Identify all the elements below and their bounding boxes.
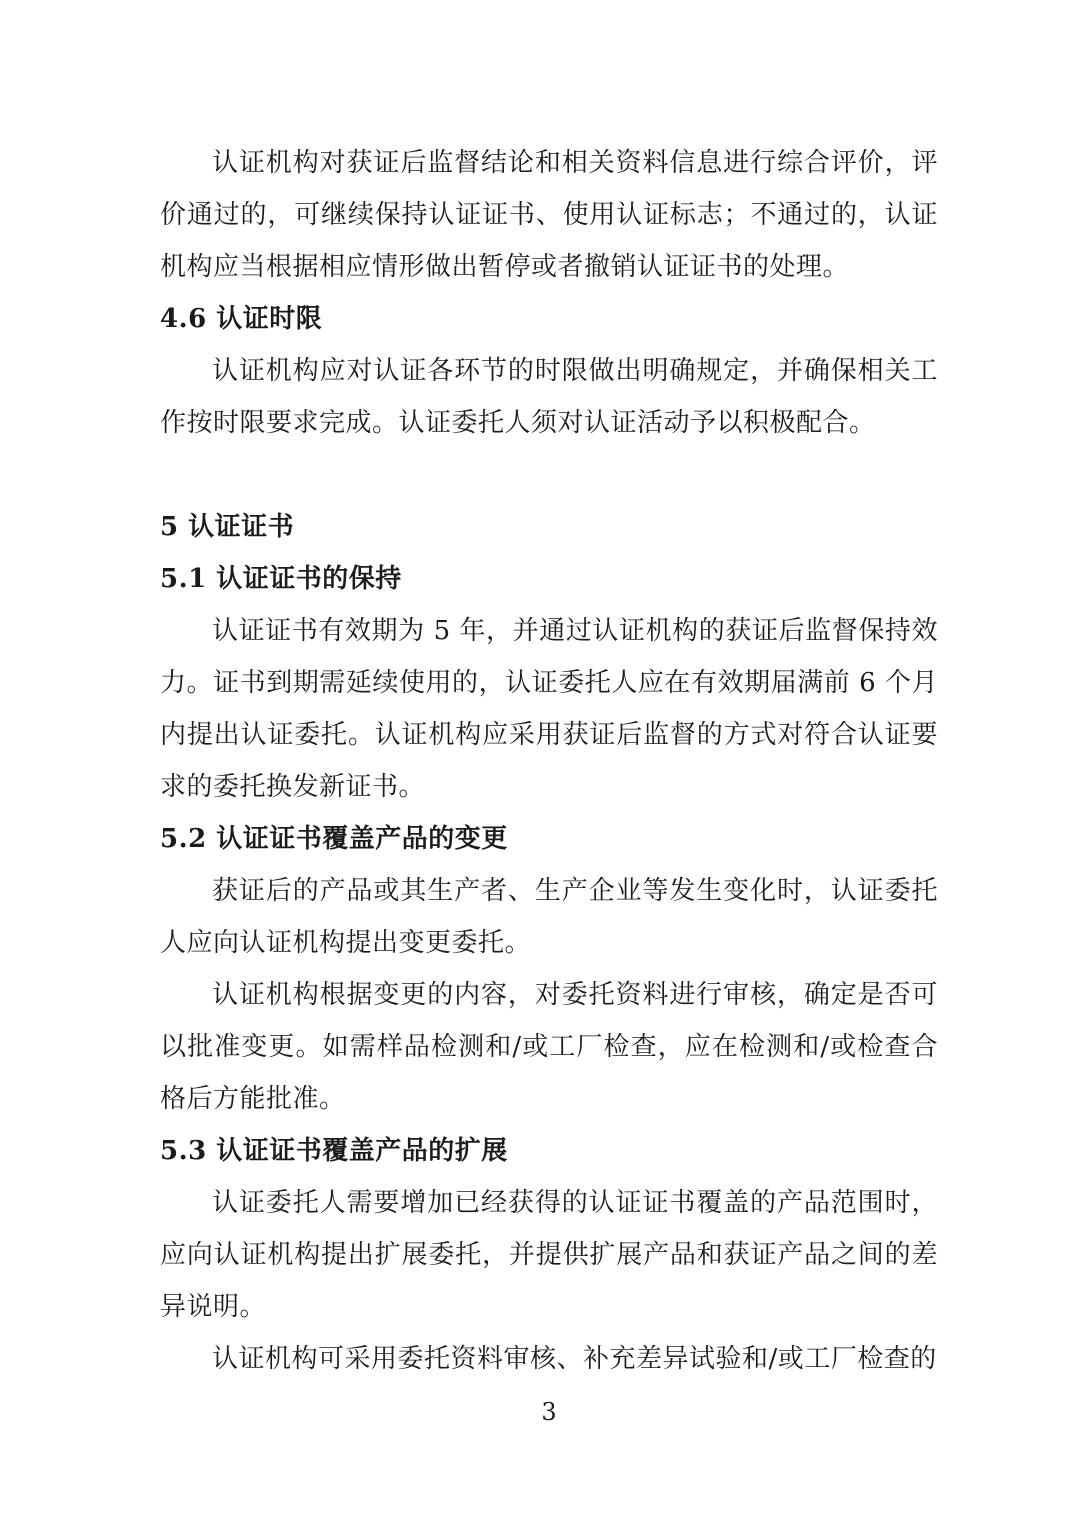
page-number: 3 (541, 1398, 557, 1426)
paragraph-extension-method: 认证机构可采用委托资料审核、补充差异试验和/或工厂检查的 (212, 1344, 937, 1374)
heading-5-1-certificate-maintenance: 5.1 认证证书的保持 (160, 564, 402, 594)
heading-5-certification-certificate: 5 认证证书 (160, 512, 295, 542)
paragraph-certificate-validity: 认证证书有效期为 5 年，并通过认证机构的获证后监督保持效力。证书到期需延续使用的，认证委托人应在有效期届满前 6 个月内提出认证委托。认证机构应采用获证后监督的方式对符合认证要求的委托换发新证书。 (160, 616, 938, 802)
paragraph-post-supervision-evaluation: 认证机构对获证后监督结论和相关资料信息进行综合评价，评价通过的，可继续保持认证证书、使用认证标志；不通过的，认证机构应当根据相应情形做出暂停或者撤销认证证书的处理。 (160, 148, 938, 282)
paragraph-extension-request: 认证委托人需要增加已经获得的认证证书覆盖的产品范围时，应向认证机构提出扩展委托，并提供扩展产品和获证产品之间的差异说明。 (160, 1188, 938, 1322)
heading-5-3-certificate-product-extension: 5.3 认证证书覆盖产品的扩展 (160, 1136, 508, 1166)
paragraph-change-review: 认证机构根据变更的内容，对委托资料进行审核，确定是否可以批准变更。如需样品检测和/或工厂检查，应在检测和/或检查合格后方能批准。 (160, 980, 938, 1114)
paragraph-certification-time-limit: 认证机构应对认证各环节的时限做出明确规定，并确保相关工作按时限要求完成。认证委托人须对认证活动予以积极配合。 (160, 356, 938, 438)
heading-4-6-certification-time-limit: 4.6 认证时限 (160, 304, 323, 334)
paragraph-change-request: 获证后的产品或其生产者、生产企业等发生变化时，认证委托人应向认证机构提出变更委托。 (160, 876, 938, 958)
heading-5-2-certificate-product-change: 5.2 认证证书覆盖产品的变更 (160, 824, 508, 854)
